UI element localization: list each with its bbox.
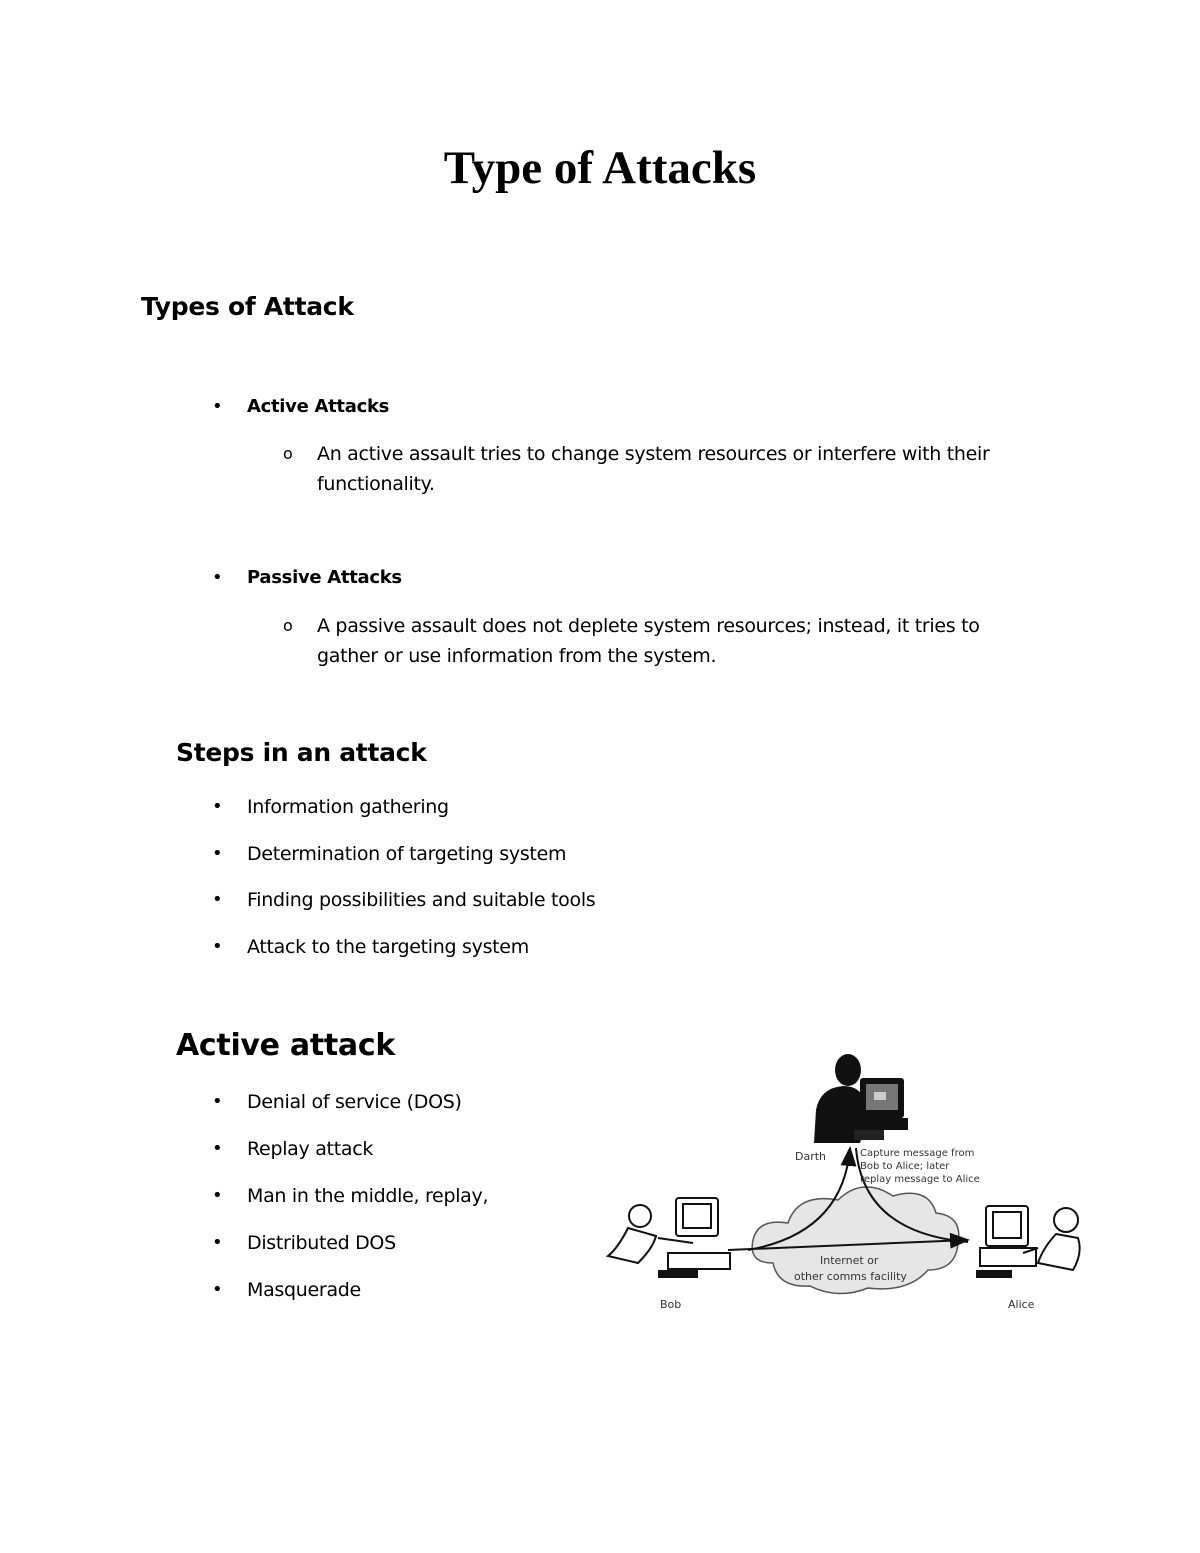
- bullet-icon: •: [212, 889, 223, 910]
- bullet-icon: •: [212, 796, 223, 817]
- capture-caption-line: replay message to Alice: [860, 1174, 980, 1185]
- section-heading-steps: Steps in an attack: [176, 738, 427, 767]
- sub-bullet-icon: o: [283, 444, 293, 463]
- list-item-label: Attack to the targeting system: [247, 936, 529, 958]
- cloud-label-line: other comms facility: [794, 1270, 907, 1283]
- section-heading-types-of-attack: Types of Attack: [141, 292, 354, 321]
- list-item-label: Active Attacks: [247, 396, 390, 417]
- sub-item-line: gather or use information from the system.: [317, 645, 717, 667]
- alice-figure-icon: [976, 1206, 1080, 1278]
- sub-bullet-icon: o: [283, 616, 293, 635]
- section-heading-active-attack: Active attack: [176, 1028, 395, 1063]
- list-item-label: Denial of service (DOS): [247, 1091, 462, 1113]
- bullet-icon: •: [212, 1232, 223, 1253]
- list-item-label: Distributed DOS: [247, 1232, 396, 1254]
- bullet-icon: •: [212, 1138, 223, 1159]
- bullet-icon: •: [212, 1279, 223, 1300]
- darth-label: Darth: [795, 1150, 827, 1163]
- bob-label: Bob: [660, 1298, 682, 1311]
- alice-label: Alice: [1008, 1298, 1035, 1311]
- sub-item-text: [317, 611, 1037, 671]
- list-item-label: Determination of targeting system: [247, 843, 567, 865]
- sub-item-text: [317, 439, 1037, 499]
- bullet-icon: •: [212, 396, 223, 417]
- capture-caption-line: Capture message from: [860, 1148, 975, 1159]
- list-item-label: Man in the middle, replay,: [247, 1185, 489, 1207]
- bob-figure-icon: [608, 1198, 730, 1278]
- list-item-label: Passive Attacks: [247, 567, 402, 588]
- list-item-label: Masquerade: [247, 1279, 361, 1301]
- darth-figure-icon: [814, 1054, 908, 1143]
- list-item-label: Information gathering: [247, 796, 449, 818]
- page-title: Type of Attacks: [443, 142, 757, 194]
- bullet-icon: •: [212, 1185, 223, 1206]
- list-item-label: Replay attack: [247, 1138, 374, 1160]
- bullet-icon: •: [212, 567, 223, 588]
- bullet-icon: •: [212, 1091, 223, 1112]
- replay-attack-diagram: [598, 1048, 1098, 1318]
- sub-item-line: An active assault tries to change system resources or interfere with their: [317, 443, 990, 465]
- capture-caption-line: Bob to Alice; later: [860, 1161, 950, 1172]
- bullet-icon: •: [212, 843, 223, 864]
- bullet-icon: •: [212, 936, 223, 957]
- sub-item-line: A passive assault does not deplete system resources; instead, it tries to: [317, 615, 980, 637]
- list-item-label: Finding possibilities and suitable tools: [247, 889, 596, 911]
- sub-item-line: functionality.: [317, 473, 435, 495]
- cloud-label-line: Internet or: [820, 1254, 879, 1267]
